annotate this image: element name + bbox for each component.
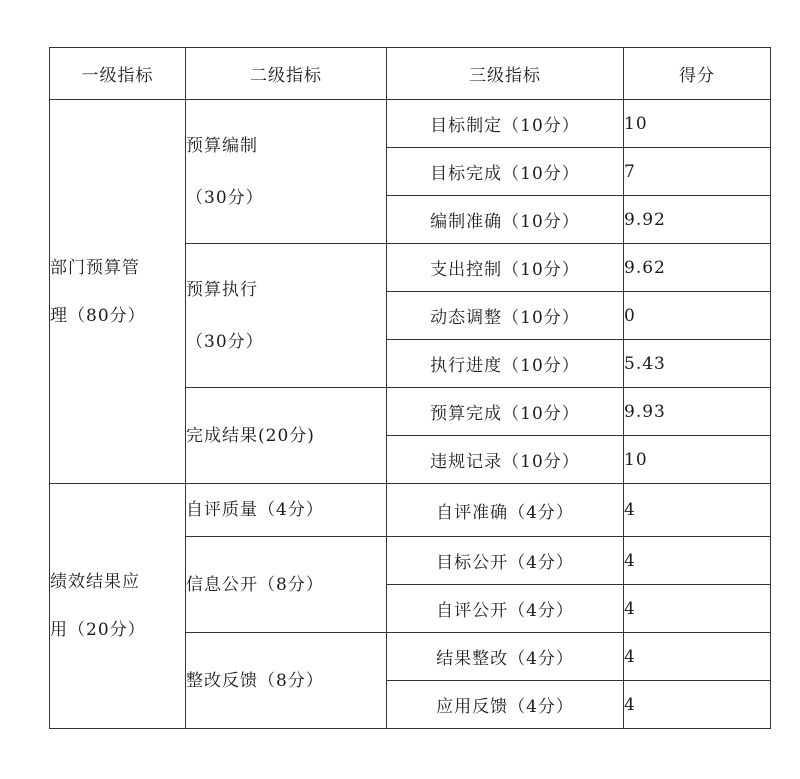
level2-label-line1: 预算编制 <box>186 135 258 156</box>
score-cell: 4 <box>624 633 771 681</box>
header-score: 得分 <box>624 48 771 100</box>
score-cell: 9.92 <box>624 196 771 244</box>
score-cell: 9.93 <box>624 388 771 436</box>
level1-label-line2: 用（20分） <box>50 620 146 640</box>
header-level3: 三级指标 <box>387 48 624 100</box>
score-cell: 10 <box>624 436 771 484</box>
score-cell: 5.43 <box>624 340 771 388</box>
level1-cell <box>50 484 186 729</box>
score-cell: 10 <box>624 100 771 148</box>
level2-label-line2: （30分） <box>186 331 264 352</box>
table-row <box>50 484 771 537</box>
level2-label-line1: 预算执行 <box>186 279 258 300</box>
level2-cell: 自评质量（4分） <box>186 484 387 537</box>
level1-label-line2: 理（80分） <box>50 305 146 326</box>
level3-cell: 支出控制（10分） <box>387 244 624 292</box>
score-cell: 4 <box>624 585 771 633</box>
level2-cell: 信息公开（8分） <box>186 537 387 633</box>
level3-cell: 编制准确（10分） <box>387 196 624 244</box>
level3-cell: 自评准确（4分） <box>387 484 624 537</box>
level2-cell: 完成结果(20分) <box>186 388 387 484</box>
table-row <box>50 100 771 148</box>
level3-cell: 应用反馈（4分） <box>387 681 624 729</box>
score-cell: 7 <box>624 148 771 196</box>
score-cell: 4 <box>624 681 771 729</box>
level2-label-line2: （30分） <box>186 187 264 208</box>
level2-cell: 整改反馈（8分） <box>186 633 387 729</box>
level3-cell: 目标完成（10分） <box>387 148 624 196</box>
level3-cell: 目标公开（4分） <box>387 537 624 585</box>
score-cell: 4 <box>624 537 771 585</box>
level3-cell: 目标制定（10分） <box>387 100 624 148</box>
score-cell: 9.62 <box>624 244 771 292</box>
level1-label-line1: 部门预算管 <box>50 257 140 278</box>
score-table <box>49 47 771 729</box>
level3-cell: 执行进度（10分） <box>387 340 624 388</box>
level1-cell <box>50 100 186 484</box>
score-cell: 0 <box>624 292 771 340</box>
level3-cell: 自评公开（4分） <box>387 585 624 633</box>
header-row <box>50 48 771 100</box>
level3-cell: 预算完成（10分） <box>387 388 624 436</box>
level3-cell: 结果整改（4分） <box>387 633 624 681</box>
level2-cell <box>186 100 387 244</box>
header-level1: 一级指标 <box>50 48 186 100</box>
level1-label-line1: 绩效结果应 <box>50 572 140 592</box>
level3-cell: 违规记录（10分） <box>387 436 624 484</box>
level3-cell: 动态调整（10分） <box>387 292 624 340</box>
level2-cell <box>186 244 387 388</box>
score-cell: 4 <box>624 484 771 537</box>
header-level2: 二级指标 <box>186 48 387 100</box>
